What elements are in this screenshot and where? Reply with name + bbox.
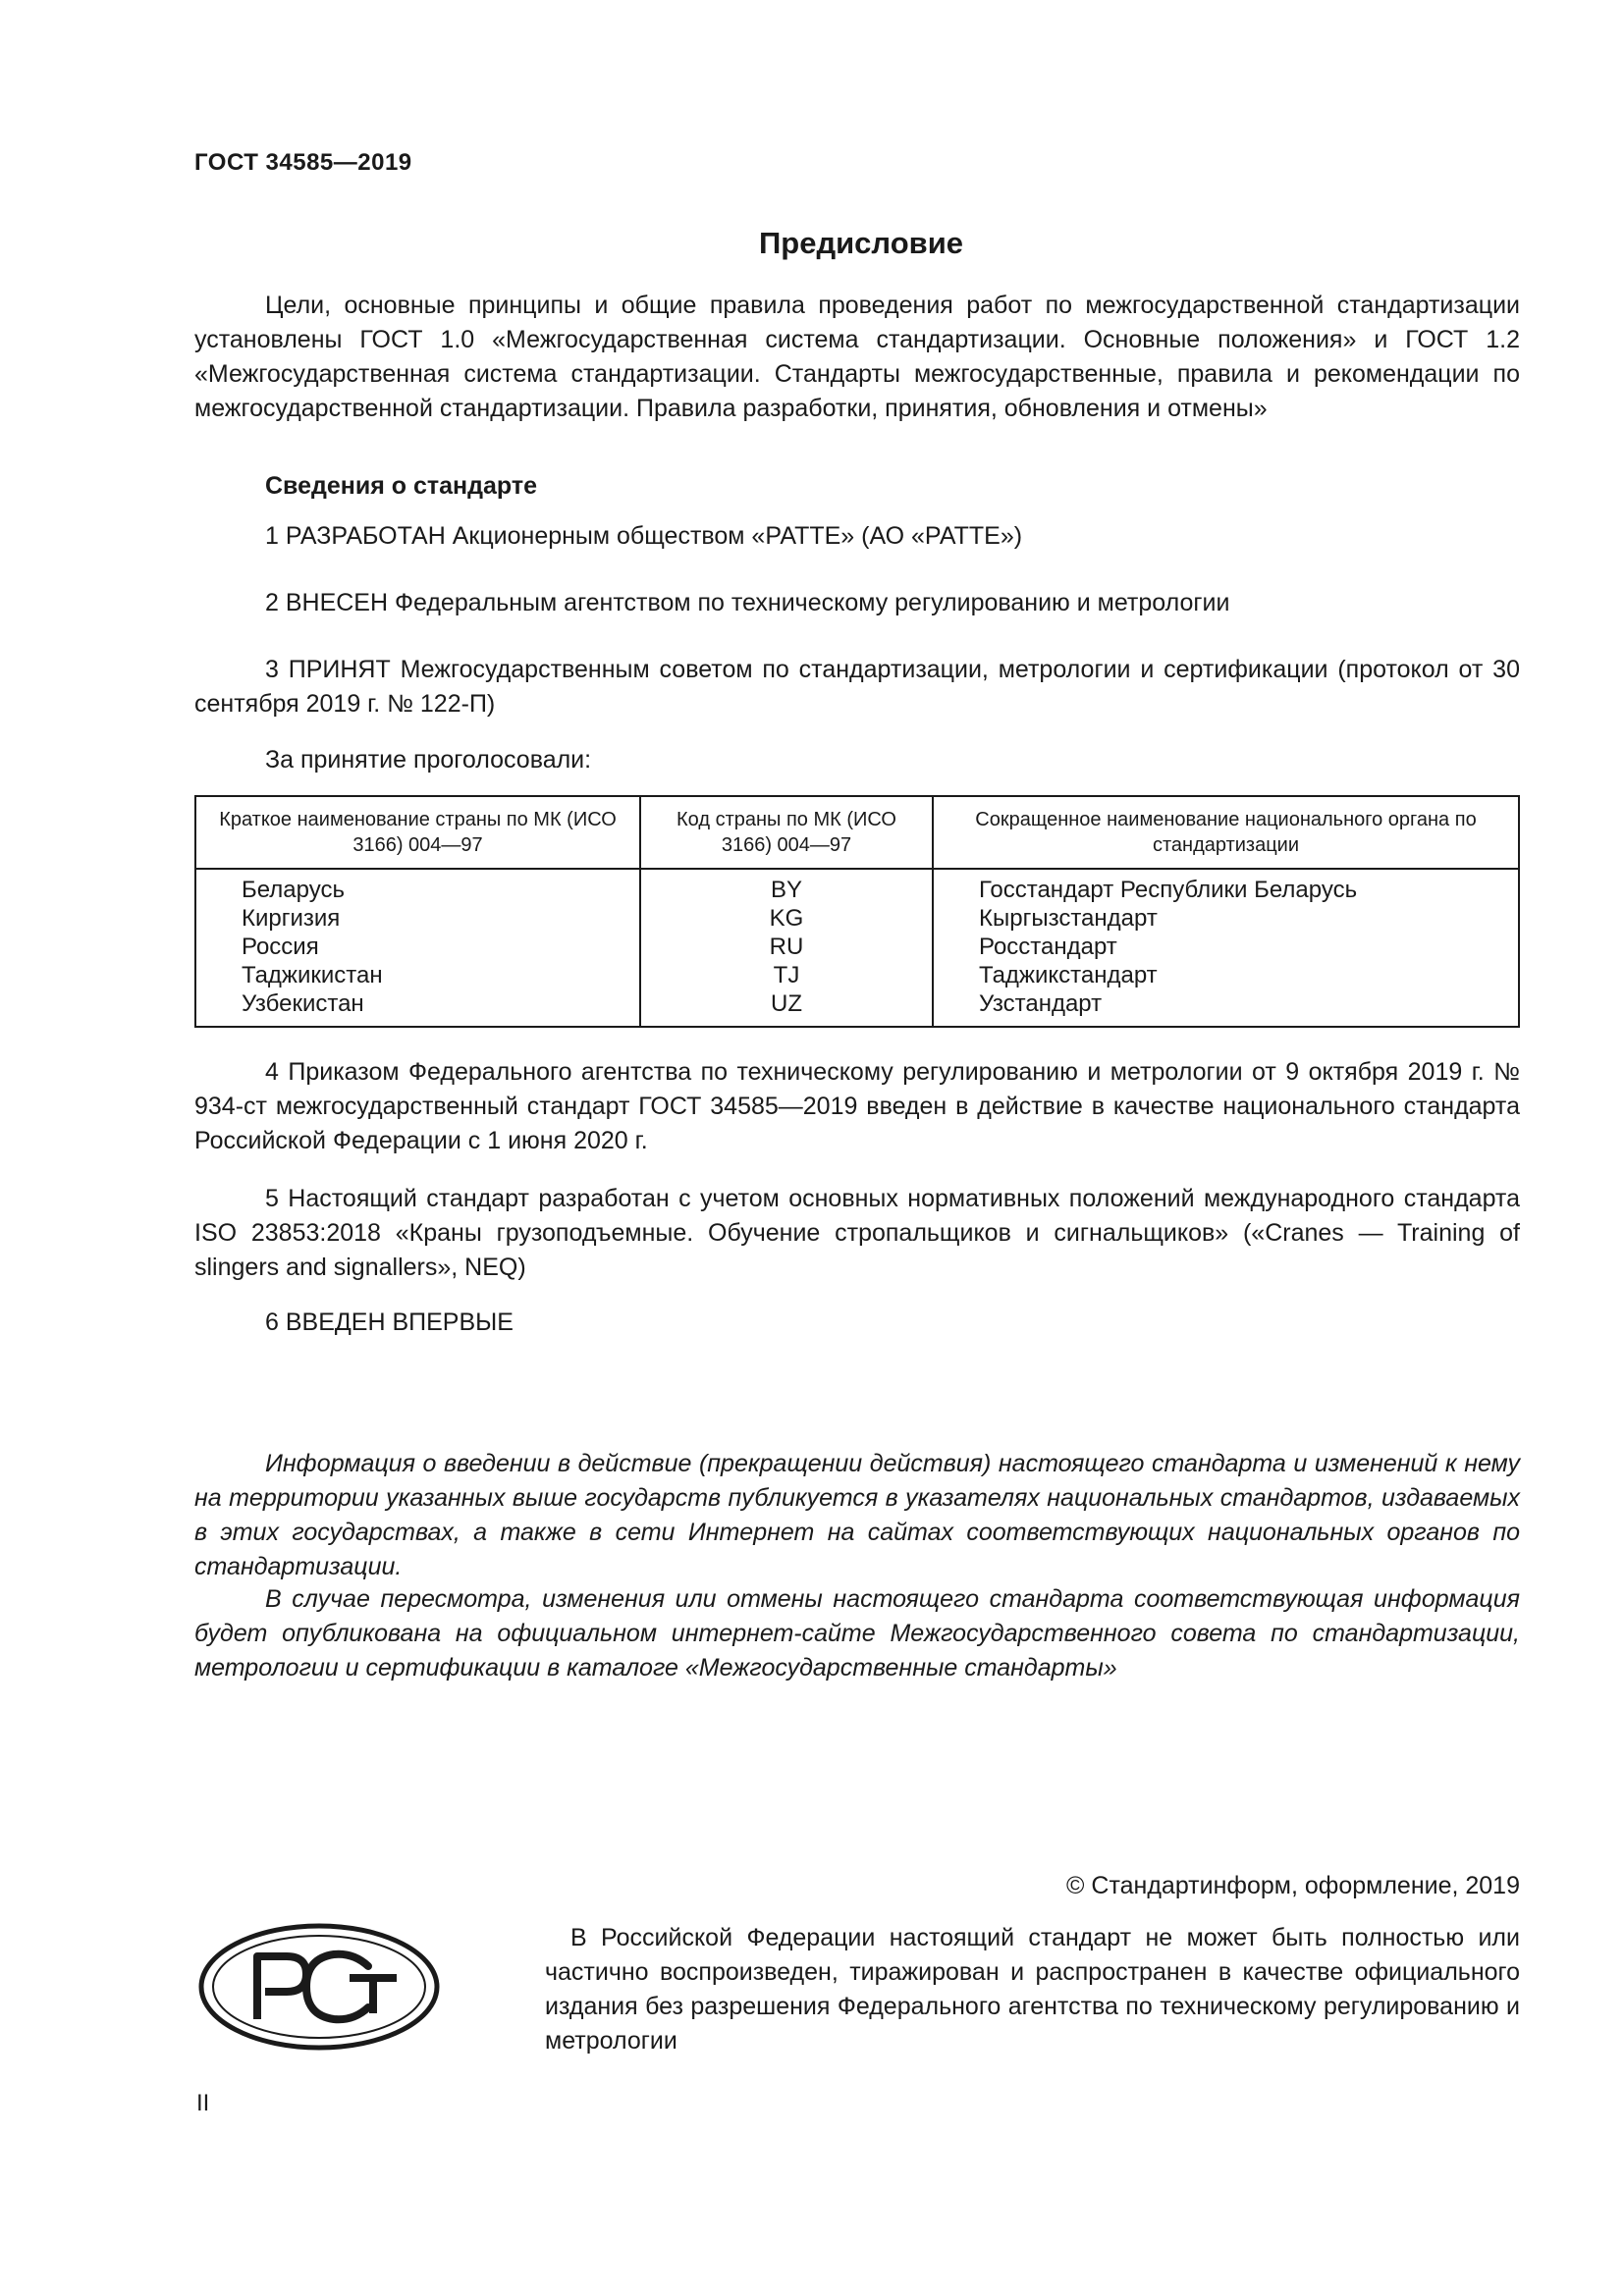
voting-table (194, 795, 1520, 1028)
page-title: Предисловие (758, 226, 963, 260)
table-cell-code: TJ (773, 962, 800, 988)
table-cell-code: RU (769, 934, 804, 960)
table-cell-org: Кыргызстандарт (979, 905, 1158, 932)
table-cell-country: Россия (242, 934, 319, 960)
table-cell-org: Госстандарт Республики Беларусь (979, 877, 1358, 903)
table-cell-country: Киргизия (242, 905, 341, 932)
copyright-line: © Стандартинформ, оформление, 2019 (1066, 1872, 1520, 1899)
item-2-paragraph: 2 ВНЕСЕН Федеральным агентством по техническому регулированию и метрологии (265, 589, 1230, 616)
table-cell-code: UZ (771, 990, 802, 1017)
table-cell-country: Беларусь (242, 877, 345, 903)
table-cell-code: KG (769, 905, 804, 932)
table-cell-org: Узстандарт (979, 990, 1103, 1017)
table-cell-country: Узбекистан (242, 990, 364, 1017)
table-cell-org: Таджикстандарт (979, 962, 1158, 988)
table-cell-country: Таджикистан (242, 962, 383, 988)
reproduction-notice: В Российской Федерации настоящий стандарт не может быть полностью или частично воспроизведен, тиражирован и распространен в качестве официального издания без разрешения Федерального агентства по техническому регулированию и метрологии (545, 1924, 1520, 2055)
table-header-code: Код страны по МК (ИСО 3166) 004—97 (640, 797, 933, 869)
item-5-paragraph: 5 Настоящий стандарт разработан с учетом основных нормативных положений международного стандарта ISO 23853:2018 «Краны грузоподъемные. Обучение стропальщиков и сигнальщиков» («Cranes — Training of slingers and signallers», NEQ) (194, 1185, 1520, 1281)
intro-paragraph: Цели, основные принципы и общие правила проведения работ по межгосударственной стандартизации установлены ГОСТ 1.0 «Межгосударственная система стандартизации. Основные положения» и ГОСТ 1.2 «Межгосударственная система стандартизации. Стандарты межгосударственные, правила и рекомендации по межгосударственной стандартизации. Правила разработки, принятия, обновления и отмены» (194, 292, 1520, 422)
item-4-paragraph: 4 Приказом Федерального агентства по техническому регулированию и метрологии от 9 октября 2019 г. № 934-ст межгосударственный стандарт ГОСТ 34585—2019 введен в действие в качестве национального стандарта Российской Федерации с 1 июня 2020 г. (194, 1058, 1520, 1154)
info-heading: Сведения о стандарте (265, 472, 538, 500)
table-cell-org: Росстандарт (979, 934, 1117, 960)
document-id-header: ГОСТ 34585—2019 (194, 149, 412, 176)
table-cell-code: BY (770, 877, 802, 903)
table-column-org (933, 869, 1518, 1026)
page-number: II (196, 2090, 210, 2116)
item-6-paragraph: 6 ВВЕДЕН ВПЕРВЫЕ (265, 1308, 514, 1336)
table-header-org: Сокращенное наименование национального органа по стандартизации (933, 797, 1518, 869)
info-note-paragraph-1: Информация о введении в действие (прекращении действия) настоящего стандарта и изменений к нему на территории указанных выше государств публикуется в указателях национальных стандартов, издаваемых в этих государствах, а также в сети Интернет на сайтах соответствующих национальных органов по стандартизации. (194, 1450, 1520, 1580)
table-header-country: Краткое наименование страны по МК (ИСО 3166) 004—97 (196, 797, 640, 869)
table-column-code (640, 869, 933, 1026)
item-1-paragraph: 1 РАЗРАБОТАН Акционерным обществом «РАТТЕ» (АО «РАТТЕ») (265, 522, 1023, 550)
voted-label: За принятие проголосовали: (265, 746, 592, 774)
pct-certification-logo-icon (196, 1921, 442, 2053)
item-3-paragraph: 3 ПРИНЯТ Межгосударственным советом по стандартизации, метрологии и сертификации (протокол от 30 сентября 2019 г. № 122-П) (194, 656, 1520, 718)
info-note-paragraph-2: В случае пересмотра, изменения или отмены настоящего стандарта соответствующая информация будет опубликована на официальном интернет-сайте Межгосударственного совета по стандартизации, метрологии и сертификации в каталоге «Межгосударственные стандарты» (194, 1585, 1520, 1682)
table-column-country (196, 869, 640, 1026)
